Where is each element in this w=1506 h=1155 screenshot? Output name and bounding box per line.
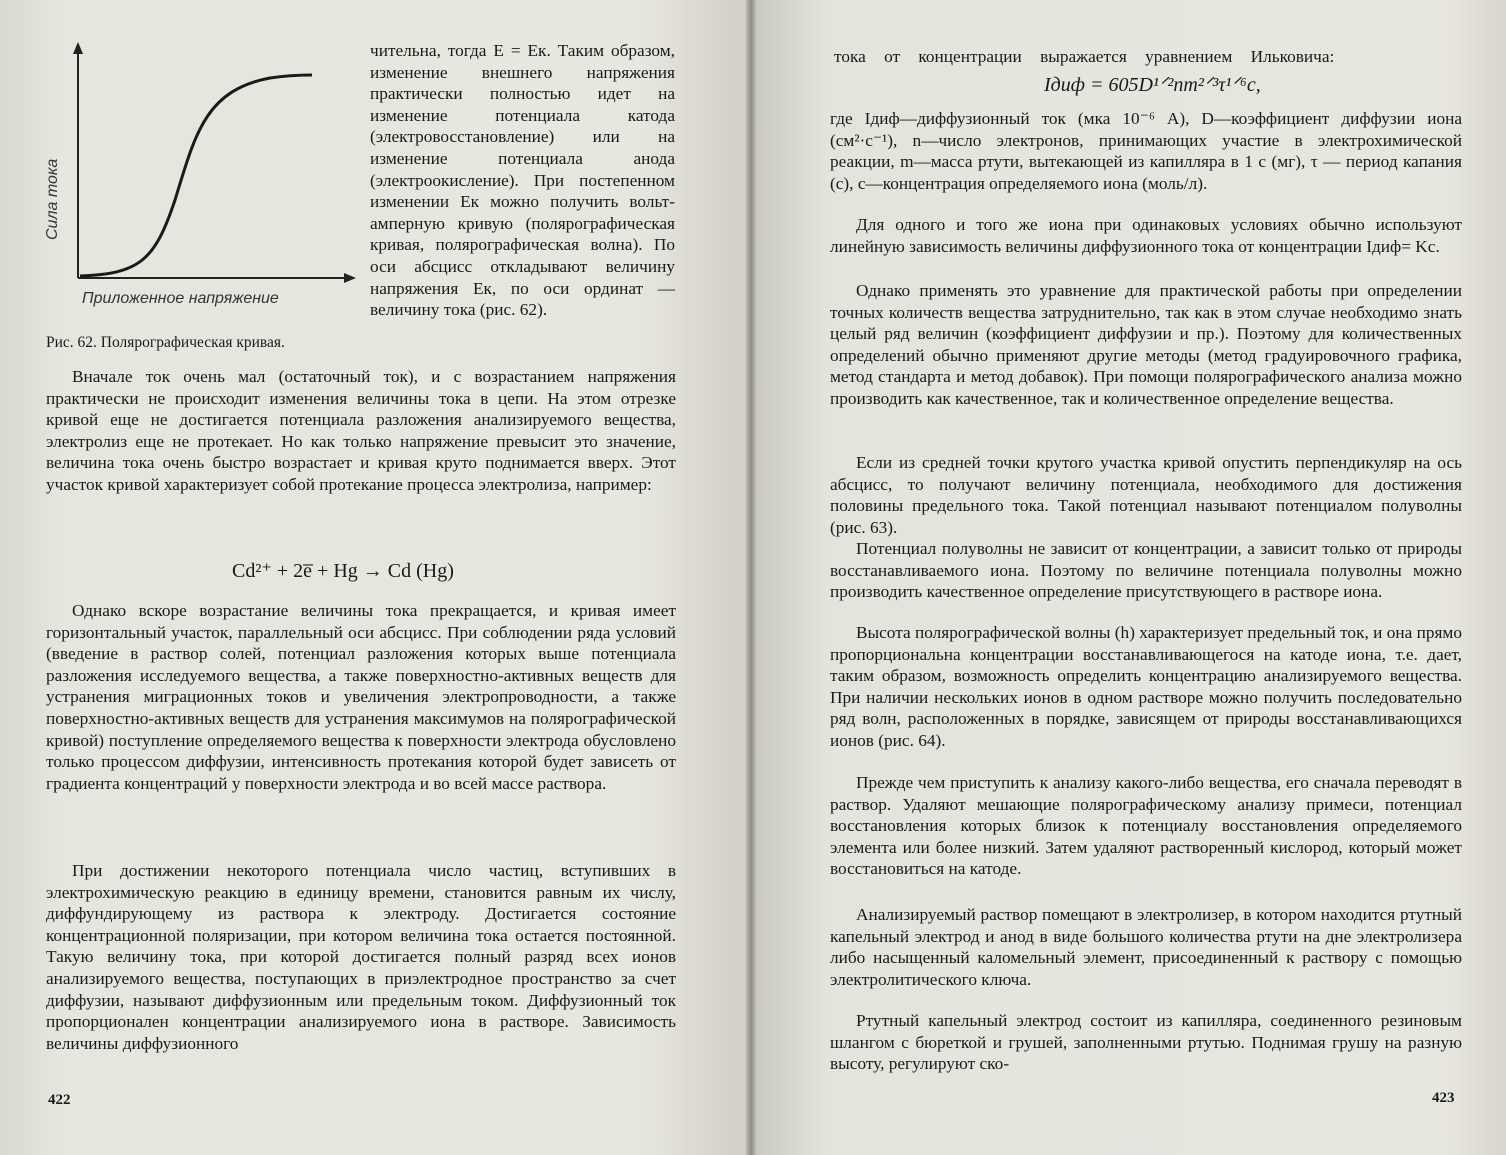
page-number-right: 423: [1432, 1090, 1455, 1106]
right-paragraph-2: Для одного и того же иона при одинаковых условиях обычно используют линейную зависимость величины диффузионного тока от концентрации Iдиф= Kc.: [830, 215, 1462, 256]
page-number-left: 422: [48, 1092, 71, 1108]
right-paragraph-8: Анализируемый раствор помещают в электролизер, в котором находится ртутный капельный электрод и анод в виде большого количества ртути на дне электролизера либо насыщенный каломельный элемент, присоединенный к раствору с помощью электролитического ключа.: [830, 905, 1462, 989]
left-paragraph-3: При достижении некоторого потенциала число частиц, вступивших в электрохимическую реакцию в единицу времени, становится равным их числу, диффундирующему из раствора к электроду. Достигается состояние концентрационной поляризации, при котором величина тока остается постоянной. Такую величину тока, при которой достигается полный разряд всех ионов анализируемого вещества, поступающих в приэлектродное пространство за счет диффузии, называют диффузионным или предельным током. Диффузионный ток пропорционален концентрации анализируемого иона в растворе. Зависимость величины диффузионного: [46, 861, 676, 1053]
right-paragraph-5: Потенциал полуволны не зависит от концентрации, а зависит только от природы восстанавливаемого иона. Поэтому по величине потенциала полуволны можно производить качественное определение присутствующего в растворе иона.: [830, 539, 1462, 602]
x-axis-label: Приложенное напряжение: [82, 290, 279, 307]
polarographic-curve-figure: [40, 40, 360, 360]
side-text: чительна, тогда E = Eк. Таким образом, изменение внешнего напряжения практически полностью идет на изменение потенциала катода (электровосстановление) или на изменение потенциала анода (электроокисление). При постепенном изменении Eк можно получить вольт-амперную кривую (полярографическая кривая, полярографическая волна). По оси абсцисс откладывают величину напряжения Eк, по оси ординат — величину тока (рис. 62).: [370, 41, 675, 320]
y-axis-label: Сила тока: [44, 158, 61, 240]
right-paragraph-9: Ртутный капельный электрод состоит из капилляра, соединенного резиновым шлангом с бюреткой и грушей, заполненными ртутью. Поднимая грушу на разную высоту, регулируют ско-: [830, 1011, 1462, 1074]
right-paragraph-3: Однако применять это уравнение для практической работы при определении точных количеств вещества затруднительно, так как в этом случае необходимо знать целый ряд величин (коэффициент диффузии и пр.). Поэтому для количественных определений обычно применяют другие методы (метод градуировочного графика, метод стандарта и метод добавок). При помощи полярографического анализа можно производить как качественное, так и количественное определение вещества.: [830, 281, 1462, 408]
right-line-1: тока от концентрации выражается уравнением Ильковича:: [834, 47, 1335, 66]
book-gutter: [746, 0, 756, 1155]
curve-graphic: [40, 40, 360, 290]
left-paragraph-1: Вначале ток очень мал (остаточный ток), и с возрастанием напряжения практически не происходит изменения величины тока в цепи. На этом отрезке кривой еще не достигается потенциала разложения анализируемого вещества, электролиз еще не протекает. Но как только напряжение превысит это значение, величина тока очень быстро возрастает и кривая круто поднимается вверх. Этот участок кривой характеризует собой протекание процесса электролиза, например:: [46, 367, 676, 494]
right-page: [752, 0, 1506, 1155]
right-paragraph-1: где Iдиф—диффузионный ток (мка 10⁻⁶ А), D—коэффициент диффузии иона (см²·с⁻¹), n—число электронов, принимающих участие в электрохимической реакции, m—масса ртути, вытекающей из капилляра в 1 с (мг), τ — период капания (с), c—концентрация определяемого иона (моль/л).: [830, 109, 1462, 193]
right-paragraph-7: Прежде чем приступить к анализу какого-либо вещества, его сначала переводят в раствор. Удаляют мешающие полярографическому анализу примеси, потенциал восстановления которых близок к потенциалу восстановления определяемого элемента или более низкий. Затем удаляют растворенный кислород, который может восстановиться на катоде.: [830, 773, 1462, 879]
left-paragraph-2: Однако вскоре возрастание величины тока прекращается, и кривая имеет горизонтальный участок, параллельный оси абсцисс. При соблюдении ряда условий (введение в раствор солей, потенциал разложения которых выше потенциала разложения исследуемого вещества, а также поверхностно-активных веществ для устранения миграционных токов и увеличения электропроводности, а также поверхностно-активных веществ для устранения максимумов на полярографической кривой) поступление определяемого вещества к поверхности электрода обусловлено только процессом диффузии, интенсивность протекания которой будет зависеть от градиента концентраций у поверхности электрода и во всей массе раствора.: [46, 601, 676, 793]
figure-caption: Рис. 62. Полярографическая кривая.: [46, 334, 285, 351]
left-page: [0, 0, 752, 1155]
right-paragraph-6: Высота полярографической волны (h) характеризует предельный ток, и она прямо пропорциональна концентрации восстанавливающегося на катоде иона, т.е. дает, таким образом, возможность определить концентрацию анализируемого вещества. При наличии нескольких ионов в одном растворе можно получить последовательно ряд волн, расположенных в порядке, зависящем от природы восстанавливающихся ионов (рис. 64).: [830, 623, 1462, 750]
right-paragraph-4: Если из средней точки крутого участка кривой опустить перпендикуляр на ось абсцисс, то получают величину потенциала, необходимого для достижения половины предельного тока. Такой потенциал называют потенциалом полуволны (рис. 63).: [830, 453, 1462, 537]
chemical-equation: Cd²⁺ + 2e̅ + Hg → Cd (Hg): [232, 560, 454, 582]
ilkovich-equation: Iдиф = 605D¹ᐟ²nm²ᐟ³τ¹ᐟ⁶c,: [1044, 74, 1261, 96]
